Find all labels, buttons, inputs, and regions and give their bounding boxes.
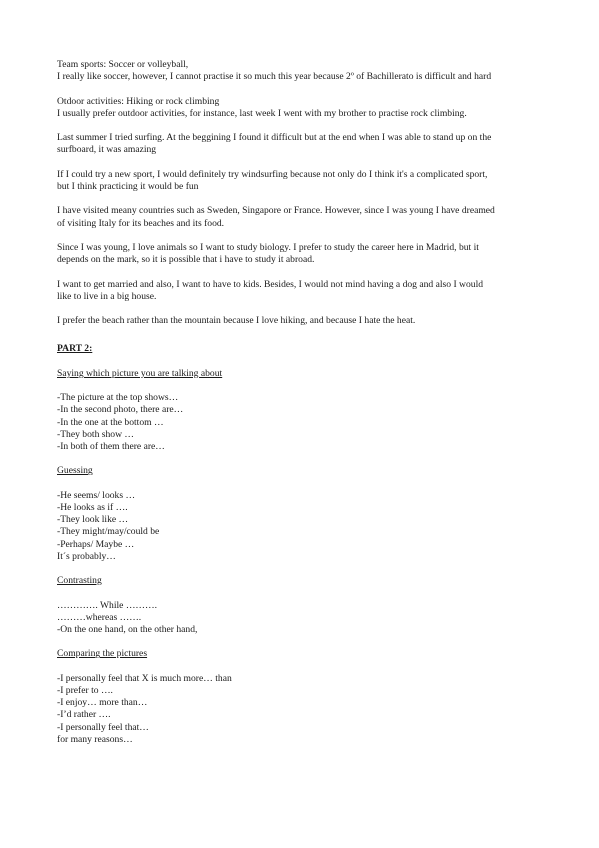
list-item: -They look like … (57, 514, 129, 526)
list-item: -I prefer to …. (57, 684, 113, 696)
text-line: I prefer the beach rather than the mountain because I love hiking, and because I hate the heat. (57, 315, 416, 327)
phrase-list-which-picture (57, 392, 557, 453)
list-item: -Perhaps/ Maybe … (57, 538, 135, 550)
section-heading-comparing: Comparing the pictures (57, 648, 148, 660)
paragraph-countries (57, 205, 557, 229)
list-item: -In the second photo, there are… (57, 404, 184, 416)
text-line: Team sports: Soccer or volleyball, (57, 59, 189, 70)
part-2-heading: PART 2: (57, 343, 93, 355)
list-item: -They might/may/could be (57, 526, 160, 538)
text-line: Since I was young, I love animals so I want to study biology. I prefer to study the career here in Madrid, but it (57, 241, 479, 253)
paragraph-new-sport (57, 169, 557, 193)
section-heading-which-picture: Saying which picture you are talking about (57, 367, 223, 379)
list-item: for many reasons… (57, 733, 133, 745)
text-line: I usually prefer outdoor activities, for instance, last week I went with my brother to practise rock climbing. (57, 107, 467, 119)
list-item: -I enjoy… more than… (57, 697, 148, 709)
phrase-list-guessing (57, 490, 557, 563)
text-line: depends on the mark, so it is possible that i have to study it abroad. (57, 254, 315, 266)
text-line: like to live in a big house. (57, 290, 157, 302)
paragraph-team-sports (57, 59, 557, 83)
text-line: I have visited meany countries such as Sweden, Singapore or France. However, since I was young I have dreamed (57, 205, 495, 217)
list-item: -On the one hand, on the other hand, (57, 623, 198, 635)
text-line: I want to get married and also, I want to have to kids. Besides, I would not mind having a dog and also I would (57, 278, 484, 290)
paragraph-studies (57, 242, 557, 266)
text-line: but I think practicing it would be fun (57, 180, 199, 192)
list-item: -I’d rather …. (57, 709, 111, 721)
text-line: of visiting Italy for its beaches and its food. (57, 217, 225, 229)
list-item: -The picture at the top shows… (57, 392, 179, 404)
text-line: surfboard, it was amazing (57, 144, 157, 156)
paragraph-surfing (57, 132, 557, 156)
document-body (57, 59, 557, 758)
list-item: -In both of them there are… (57, 440, 165, 452)
text-line: I really like soccer, however, I cannot practise it so much this year because 2º of Bachillerato is difficult and hard (57, 71, 492, 83)
text-line: Otdoor activities: Hiking or rock climbing (57, 95, 220, 107)
list-item: -I personally feel that… (57, 721, 149, 733)
list-item: …………. While ………. (57, 599, 158, 611)
list-item: -They both show … (57, 428, 135, 440)
list-item: It´s probably… (57, 550, 116, 562)
list-item: -He seems/ looks … (57, 489, 136, 501)
paragraph-future (57, 279, 557, 303)
phrase-list-comparing (57, 673, 557, 746)
list-item: ………whereas ……. (57, 611, 142, 623)
text-line: If I could try a new sport, I would definitely try windsurfing because not only do I think it's a complicated sport, (57, 168, 488, 180)
list-item: -He looks as if …. (57, 501, 128, 513)
section-heading-contrasting: Contrasting (57, 575, 102, 587)
paragraph-beach (57, 315, 557, 327)
section-heading-guessing: Guessing (57, 465, 93, 477)
list-item: -I personally feel that X is much more… than (57, 672, 232, 684)
text-line: Last summer I tried surfing. At the beggining I found it difficult but at the end when I was able to stand up on the (57, 132, 492, 144)
paragraph-outdoor-activities (57, 96, 557, 120)
list-item: -In the one at the bottom … (57, 416, 164, 428)
phrase-list-contrasting (57, 600, 557, 637)
